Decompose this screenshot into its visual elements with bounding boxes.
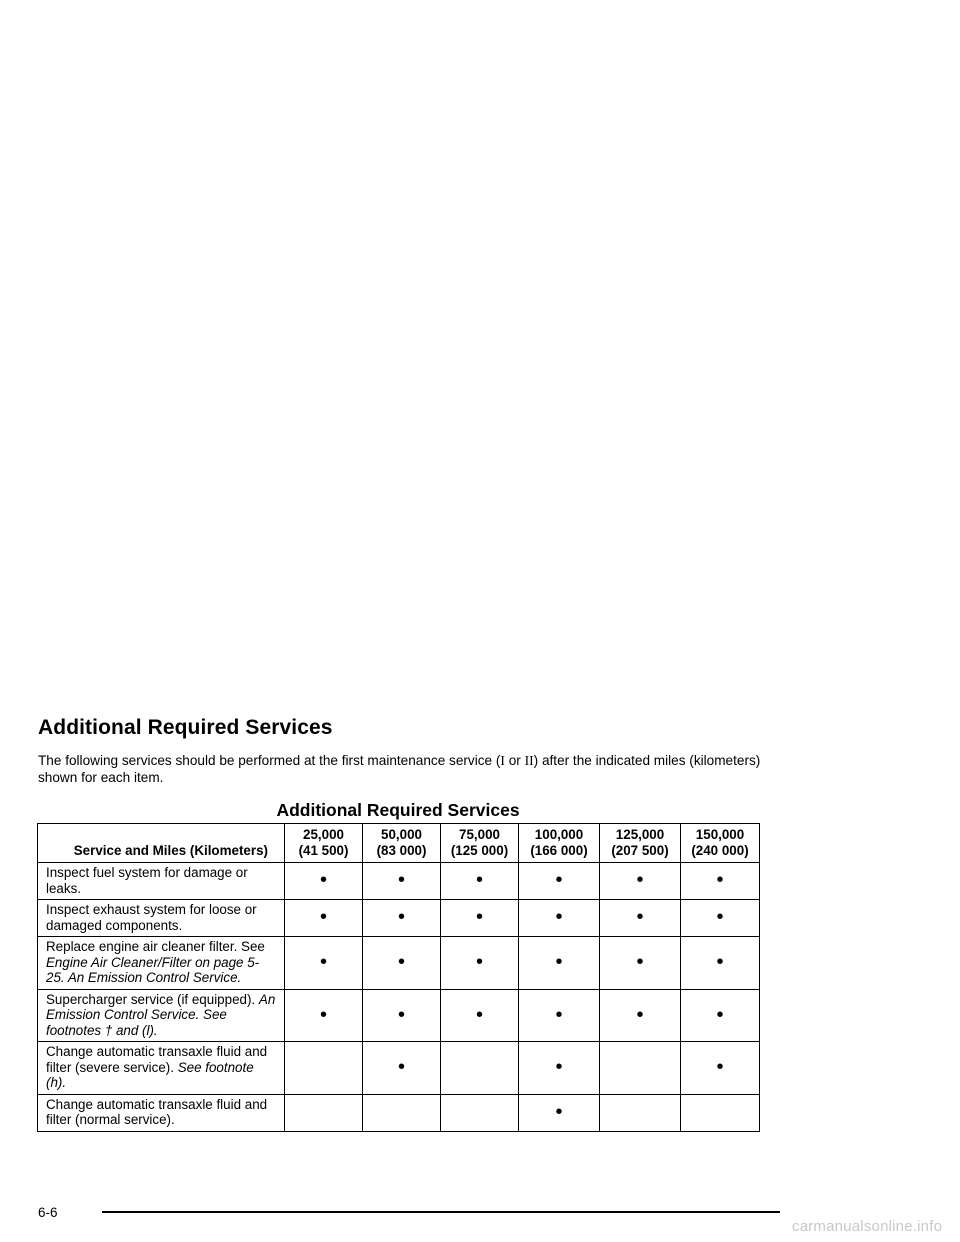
interval-cell <box>681 900 760 937</box>
interval-header <box>441 824 519 863</box>
interval-cell <box>600 1094 681 1131</box>
service-due-bullet-icon: • <box>716 906 724 929</box>
service-cell <box>38 1042 285 1095</box>
interval-header <box>363 824 441 863</box>
interval-cell <box>519 900 600 937</box>
service-text: Inspect fuel system for damage or leaks. <box>46 865 248 896</box>
interval-header <box>285 824 363 863</box>
service-due-bullet-icon: • <box>319 951 327 973</box>
interval-miles: 125,000 <box>615 827 665 842</box>
interval-cell <box>363 937 441 990</box>
interval-cell <box>600 1042 681 1095</box>
page-number: 6-6 <box>38 1205 58 1220</box>
interval-cell <box>285 989 363 1042</box>
interval-cell <box>363 1042 441 1095</box>
interval-cell <box>519 989 600 1042</box>
service-due-bullet-icon: • <box>475 906 483 929</box>
service-due-bullet-icon: • <box>397 1056 405 1078</box>
service-due-bullet-icon: • <box>716 1003 724 1026</box>
service-due-bullet-icon: • <box>555 906 563 929</box>
service-cell <box>38 900 285 937</box>
service-cell <box>38 937 285 990</box>
interval-cell <box>600 863 681 900</box>
service-text: Inspect exhaust system for loose or damaged components. <box>46 902 257 933</box>
interval-header <box>600 824 681 863</box>
service-note: Engine Air Cleaner/Filter on page 5-25. An Emission Control Service. <box>46 954 260 985</box>
service-due-bullet-icon: • <box>397 869 405 892</box>
service-due-bullet-icon: • <box>555 869 563 892</box>
service-text: Replace engine air cleaner filter. See <box>46 939 265 954</box>
interval-cell <box>441 900 519 937</box>
intro-text-end: ) after the indicated miles (kilometers) shown for each item. <box>38 753 761 785</box>
footer-rule <box>102 1211 780 1213</box>
table-title: Additional Required Services <box>276 800 520 820</box>
service-cell <box>38 989 285 1042</box>
intro-text-start: The following services should be performed at the first maintenance service ( <box>38 753 501 768</box>
service-note: An Emission Control Service. See footnotes † and (l). <box>46 991 276 1038</box>
service-due-bullet-icon: • <box>319 1003 327 1026</box>
intro-roman-one: I <box>500 753 505 768</box>
service-due-bullet-icon: • <box>636 1003 644 1026</box>
service-due-bullet-icon: • <box>555 951 563 973</box>
interval-header <box>681 824 760 863</box>
interval-cell <box>441 1094 519 1131</box>
table-header-row <box>38 824 760 863</box>
service-cell <box>38 1094 285 1131</box>
interval-miles: 150,000 <box>695 827 745 842</box>
service-due-bullet-icon: • <box>555 1056 563 1078</box>
interval-cell <box>285 1042 363 1095</box>
service-text: Change automatic transaxle fluid and filter (normal service). <box>46 1096 268 1127</box>
interval-cell <box>681 989 760 1042</box>
interval-cell <box>363 900 441 937</box>
service-due-bullet-icon: • <box>397 951 405 973</box>
service-due-bullet-icon: • <box>716 951 724 973</box>
watermark: carmanualsonline.info <box>792 1218 943 1235</box>
service-due-bullet-icon: • <box>555 1100 563 1123</box>
table-row <box>38 1042 760 1095</box>
interval-miles: 75,000 <box>459 827 500 842</box>
service-text: Change automatic transaxle fluid and filter (severe service). <box>46 1044 268 1075</box>
service-column-header: Service and Miles (Kilometers) <box>38 824 285 863</box>
interval-cell <box>681 937 760 990</box>
service-due-bullet-icon: • <box>319 906 327 929</box>
section-heading: Additional Required Services <box>38 716 333 739</box>
table-row <box>38 989 760 1042</box>
interval-cell <box>519 863 600 900</box>
interval-header <box>519 824 600 863</box>
interval-km: (240 000) <box>691 842 749 858</box>
interval-cell <box>441 937 519 990</box>
interval-cell <box>285 863 363 900</box>
service-due-bullet-icon: • <box>475 951 483 973</box>
interval-cell <box>600 937 681 990</box>
interval-cell <box>441 1042 519 1095</box>
interval-cell <box>441 863 519 900</box>
service-note: See footnote (h). <box>46 1059 254 1090</box>
interval-cell <box>441 989 519 1042</box>
service-due-bullet-icon: • <box>475 1003 483 1026</box>
service-due-bullet-icon: • <box>636 869 644 892</box>
services-table <box>37 823 760 1132</box>
interval-miles: 50,000 <box>381 827 422 842</box>
service-cell <box>38 863 285 900</box>
intro-roman-two: II <box>524 753 534 768</box>
interval-cell <box>285 937 363 990</box>
table-row <box>38 900 760 937</box>
interval-cell <box>519 1094 600 1131</box>
service-text: Supercharger service (if equipped). <box>46 991 256 1007</box>
service-due-bullet-icon: • <box>716 869 724 892</box>
interval-km: (83 000) <box>376 842 427 858</box>
intro-text-or: or <box>504 753 525 768</box>
service-due-bullet-icon: • <box>636 906 644 929</box>
interval-km: (125 000) <box>450 842 509 858</box>
interval-cell <box>681 863 760 900</box>
service-due-bullet-icon: • <box>636 951 644 973</box>
table-row <box>38 937 760 990</box>
service-due-bullet-icon: • <box>475 869 483 892</box>
interval-miles: 100,000 <box>534 827 584 842</box>
interval-km: (166 000) <box>530 842 588 858</box>
interval-cell <box>285 1094 363 1131</box>
service-due-bullet-icon: • <box>555 1003 563 1026</box>
table-row <box>38 863 760 900</box>
interval-cell <box>600 989 681 1042</box>
interval-km: (207 500) <box>611 842 669 858</box>
interval-cell <box>363 989 441 1042</box>
service-due-bullet-icon: • <box>397 1003 405 1026</box>
interval-cell <box>681 1042 760 1095</box>
intro-paragraph <box>38 752 768 786</box>
interval-miles: 25,000 <box>303 827 344 842</box>
interval-cell <box>600 900 681 937</box>
interval-km: (41 500) <box>298 842 349 858</box>
service-due-bullet-icon: • <box>397 906 405 929</box>
interval-cell <box>363 863 441 900</box>
table-body <box>38 863 760 1132</box>
service-due-bullet-icon: • <box>319 869 327 892</box>
interval-cell <box>285 900 363 937</box>
interval-cell <box>519 937 600 990</box>
service-due-bullet-icon: • <box>716 1056 724 1078</box>
interval-cell <box>681 1094 760 1131</box>
interval-cell <box>363 1094 441 1131</box>
interval-cell <box>519 1042 600 1095</box>
table-row <box>38 1094 760 1131</box>
